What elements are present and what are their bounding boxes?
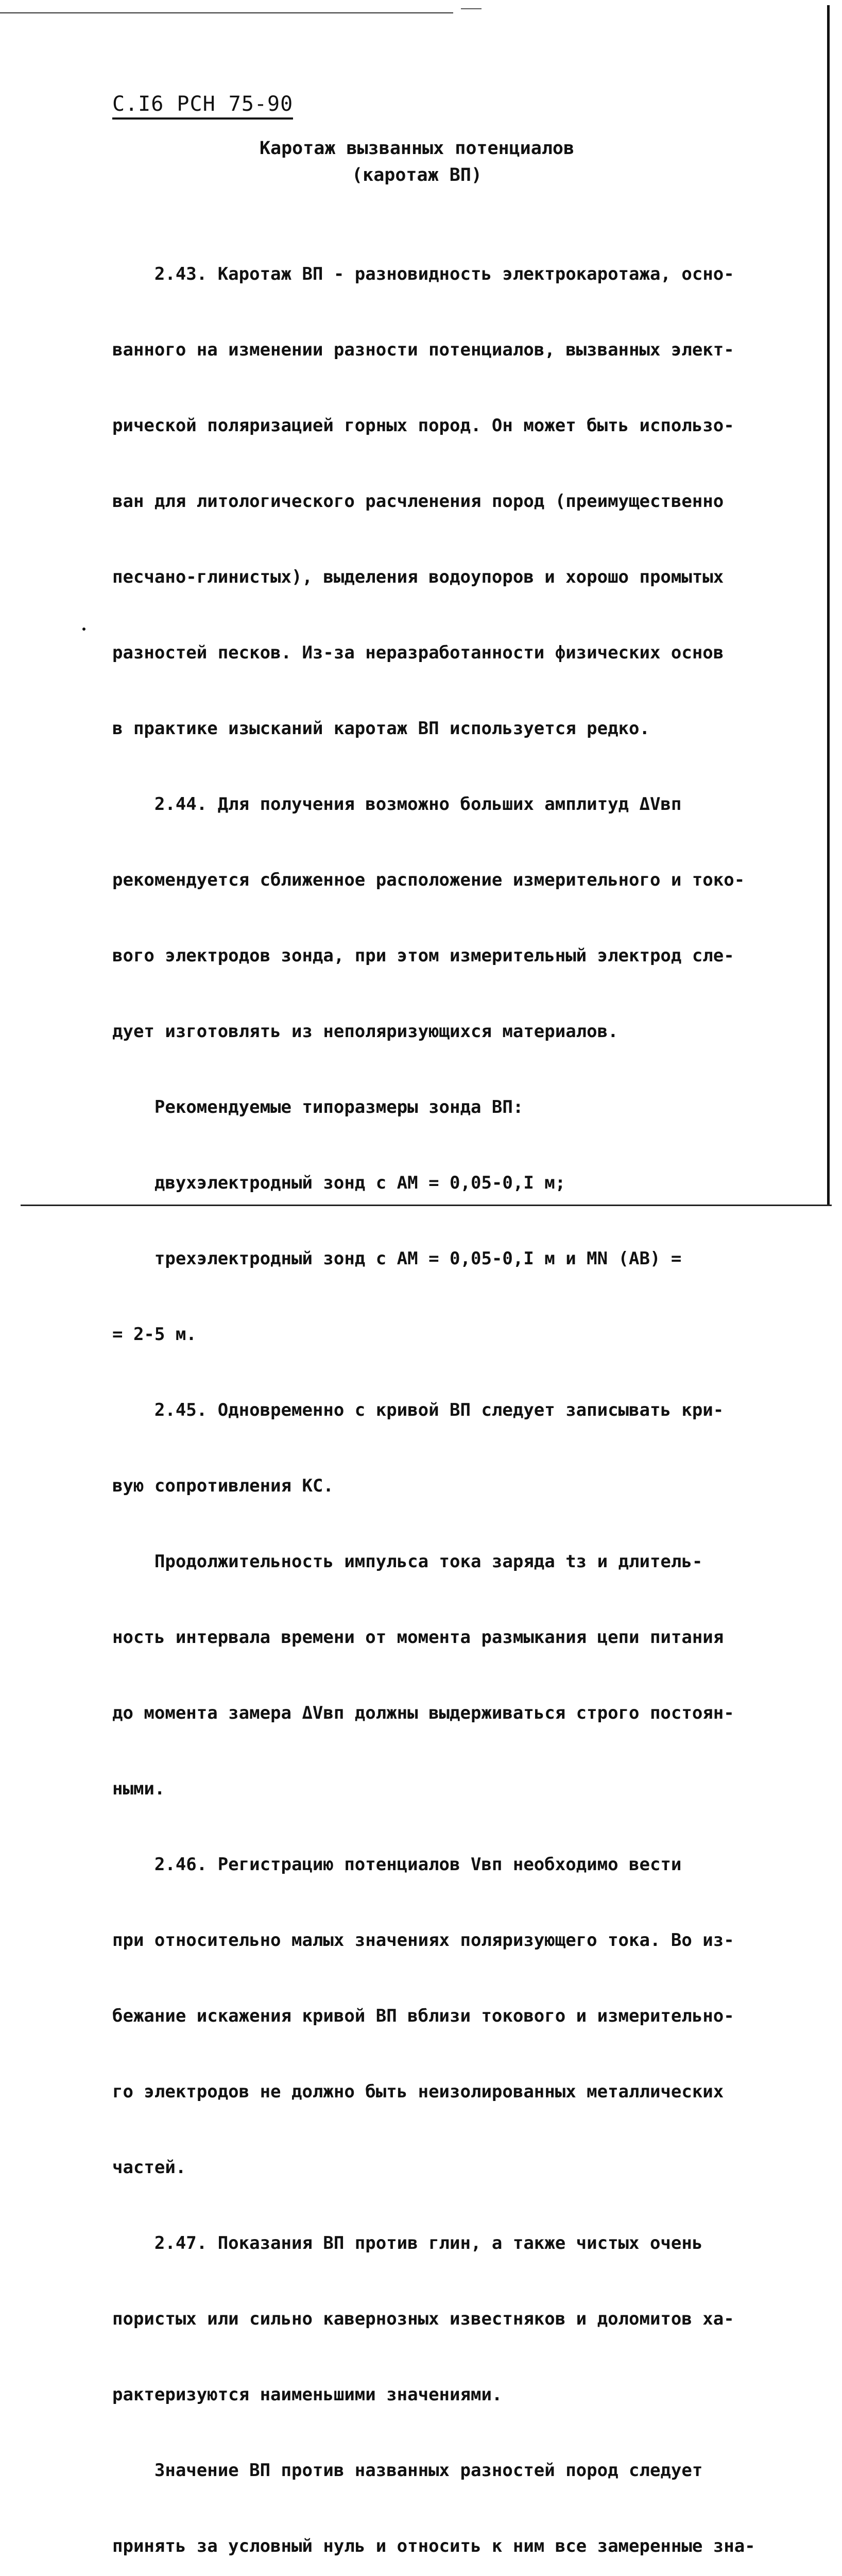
body-line: 2.45. Одновременно с кривой ВП следует записывать кри-	[112, 1400, 724, 1420]
scan-edge-top	[0, 12, 453, 13]
body-line: Значение ВП против названных разностей пород следует	[112, 2460, 703, 2481]
body-line: 2.44. Для получения возможно больших амплитуд ΔVвп	[112, 794, 682, 815]
section-subtitle: (каротаж ВП)	[352, 165, 482, 185]
body-line: ность интервала времени от момента размыкания цепи питания	[112, 1627, 724, 1648]
body-line: вого электродов зонда, при этом измерительный электрод сле-	[112, 945, 734, 966]
body-line: ными.	[112, 1778, 165, 1799]
body-line: рекомендуется сближенное расположение измерительного и токо-	[112, 870, 745, 890]
body-line: разностей песков. Из-за неразработанности физических основ	[112, 642, 724, 663]
body-line: песчано-глинистых), выделения водоупоров и хорошо промытых	[112, 567, 724, 587]
body-line: при относительно малых значениях поляризующего тока. Во из-	[112, 1930, 734, 1951]
body-line: двухэлектродный зонд с АМ = 0,05-0,I м;	[112, 1173, 566, 1193]
body-line: пористых или сильно кавернозных известняков и доломитов ха-	[112, 2309, 734, 2329]
body-line: принять за условный нуль и относить к ним все замеренные зна-	[112, 2536, 755, 2556]
body-line: го электродов не должно быть неизолированных металлических	[112, 2081, 724, 2102]
body-line: 2.43. Каротаж ВП - разновидность электрокаротажа, осно-	[112, 264, 734, 284]
body-line: ван для литологического расчленения пород (преимущественно	[112, 491, 724, 512]
body-line: до момента замера ΔVвп должны выдерживаться строго постоян-	[112, 1703, 734, 1723]
body-line: трехэлектродный зонд с АМ = 0,05-0,I м и МN (АВ) =	[112, 1248, 682, 1269]
body-line: дует изготовлять из неполяризующихся материалов.	[112, 1021, 618, 1042]
margin-mark	[82, 628, 85, 631]
scan-edge-top-fragment	[461, 8, 482, 9]
body-line: рической поляризацией горных пород. Он может быть использо-	[112, 415, 734, 436]
section-title: Каротаж вызванных потенциалов	[259, 138, 575, 159]
document-body	[112, 211, 755, 2576]
body-line: 2.47. Показания ВП против глин, а также чистых очень	[112, 2233, 703, 2253]
body-line: Рекомендуемые типоразмеры зонда ВП:	[112, 1097, 524, 1117]
body-line: рактеризуются наименьшими значениями.	[112, 2384, 503, 2405]
body-line: вую сопротивления КС.	[112, 1476, 334, 1496]
body-line: в практике изысканий каротаж ВП используется редко.	[112, 718, 650, 739]
body-line: = 2-5 м.	[112, 1324, 197, 1345]
body-line: частей.	[112, 2157, 186, 2178]
body-line: 2.46. Регистрацию потенциалов Vвп необходимо вести	[112, 1854, 682, 1875]
page-reference: С.I6 РСН 75-90	[112, 92, 293, 120]
body-line: бежание искажения кривой ВП вблизи токового и измерительно-	[112, 2006, 734, 2026]
body-line: Продолжительность импульса тока заряда tз и длитель-	[112, 1551, 703, 1572]
body-line: ванного на изменении разности потенциалов, вызванных элект-	[112, 340, 734, 360]
